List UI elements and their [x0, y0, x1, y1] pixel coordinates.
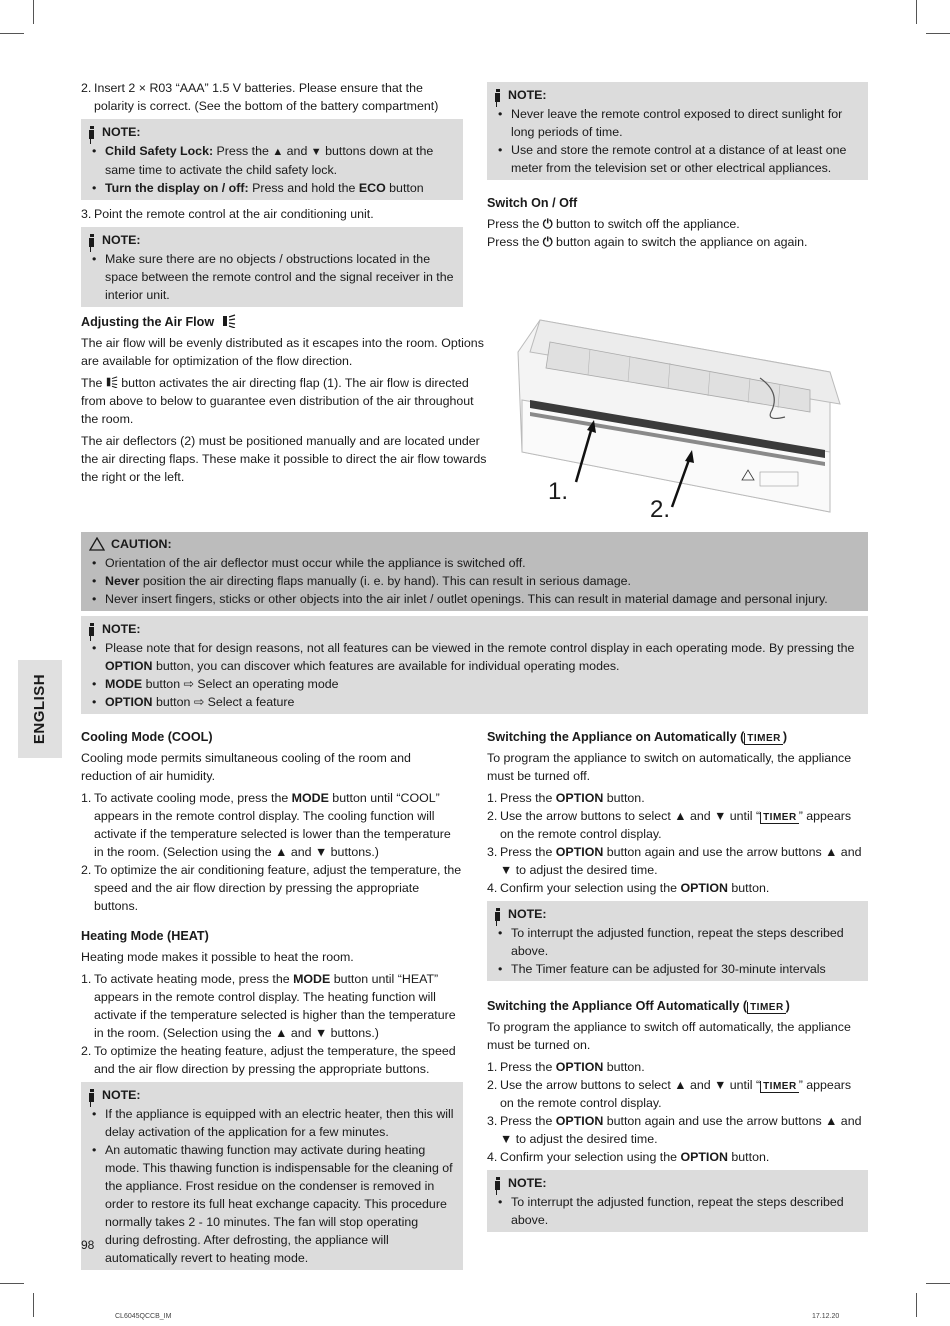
page-number: 98	[81, 1238, 95, 1252]
list-item: • Never position the air directing flaps manually (i. e. by hand). This can result in serious damage.	[87, 572, 860, 590]
list-item: • Never insert fingers, sticks or other objects into the air inlet / outlet openings. This can result in material damage and personal injury.	[87, 590, 860, 608]
list-item: • Please note that for design reasons, not all features can be viewed in the remote control display in each operating mode. By pressing the OPTION button, you can discover which features are available for individual operating modes.	[87, 639, 860, 675]
timer-icon: TIMER	[747, 1002, 786, 1014]
list-item: 1. Press the OPTION button.	[487, 791, 645, 805]
list-item: • OPTION button ⇨ Select a feature	[87, 693, 860, 711]
timer-icon: TIMER	[744, 733, 783, 745]
crop-mark	[926, 33, 950, 34]
list-item: • Turn the display on / off: Press and hold the ECO button	[87, 179, 455, 197]
list-item: • To interrupt the adjusted function, repeat the steps described above.	[493, 1193, 860, 1229]
right-bottom-column	[487, 728, 868, 1232]
list-item: 2. Use the arrow buttons to select ▲ and ▼ until “ TIMER ” appears on the remote control display.	[487, 1078, 852, 1110]
label-2: 2.	[650, 496, 671, 523]
timer-icon: TIMER	[760, 1081, 799, 1093]
note-timer-on	[487, 901, 868, 981]
airflow-section	[81, 313, 487, 486]
crop-mark	[0, 33, 24, 34]
paragraph: The air deflectors (2) must be positioned manually and are located under the air directing flaps. These make it possible to direct the air flow towards the right or the left.	[81, 434, 487, 484]
section-heading: Cooling Mode (COOL)	[81, 730, 213, 744]
list-item: • Make sure there are no objects / obstructions located in the space between the remote control and the signal receiver in the interior unit.	[87, 250, 455, 304]
crop-mark	[916, 0, 917, 24]
caution-box	[81, 532, 868, 611]
note-timer-off	[487, 1170, 868, 1232]
airflow-icon	[106, 376, 118, 388]
section-heading: Switching the Appliance on Automatically ( TIMER )	[487, 730, 788, 744]
heating-steps	[81, 970, 463, 1078]
paragraph: Press the ⏻ button to switch off the appliance.	[487, 217, 740, 231]
note-header: NOTE:	[87, 1086, 455, 1104]
list-item: • Orientation of the air deflector must occur while the appliance is switched off.	[87, 554, 860, 572]
info-icon	[87, 234, 96, 247]
battery-steps	[81, 79, 463, 115]
list-item: • The Timer feature can be adjusted for 30-minute intervals	[493, 960, 860, 978]
power-icon: ⏻	[542, 235, 553, 249]
list-item: 2. Use the arrow buttons to select ▲ and ▼ until “ TIMER ” appears on the remote control display.	[487, 809, 852, 841]
list-item: 2. To optimize the heating feature, adjust the temperature, the speed and the air flow direction by pressing the appropriate buttons.	[81, 1044, 456, 1076]
language-tab	[18, 660, 62, 758]
timer-on-steps	[487, 789, 868, 897]
section-heading: Switching the Appliance Off Automatically ( TIMER )	[487, 999, 790, 1013]
timer-icon: TIMER	[760, 812, 799, 824]
paragraph: The air flow will be evenly distributed as it escapes into the room. Options are available for optimization of the flow direction.	[81, 336, 484, 368]
info-icon	[87, 126, 96, 139]
caution-header: CAUTION:	[87, 535, 860, 553]
list-item: 4. Confirm your selection using the OPTION button.	[487, 881, 770, 895]
info-icon	[493, 908, 502, 921]
left-bottom-column	[81, 728, 463, 1270]
timer-off-steps	[487, 1058, 868, 1166]
note-header: NOTE:	[87, 620, 860, 638]
airflow-icon	[222, 314, 236, 328]
list-item: • Use and store the remote control at a distance of at least one meter from the television set or other electrical appliances.	[493, 141, 860, 177]
list-item: 1. To activate heating mode, press the MODE button until “HEAT” appears in the remote control display. The heating function will activate if the temperature selected is higher than the temperature in the room. (Selection using the ▲ and ▼ buttons.)	[81, 972, 456, 1040]
step-2: 2. Insert 2 × R03 “AAA” 1.5 V batteries. Please ensure that the polarity is correct. (See the bottom of the battery compartment)	[81, 81, 439, 113]
label-1: 1.	[548, 478, 569, 505]
note-obstructions	[81, 227, 463, 307]
note-header: NOTE:	[87, 231, 455, 249]
list-item: • Never leave the remote control exposed to direct sunlight for long periods of time.	[493, 105, 860, 141]
list-item: 2. To optimize the air conditioning feature, adjust the temperature, the speed and the air flow direction by pressing the appropriate buttons.	[81, 863, 462, 913]
note-child-lock	[81, 119, 463, 200]
paragraph: Cooling mode permits simultaneous cooling of the room and reduction of air humidity.	[81, 751, 411, 783]
footer-file-name: CL6045QCCB_IM	[115, 1313, 172, 1320]
crop-mark	[0, 1283, 24, 1284]
warning-icon	[89, 537, 105, 551]
note-header: NOTE:	[87, 123, 455, 141]
crop-mark	[33, 0, 34, 24]
list-item: • Child Safety Lock: Press the ▲ and ▼ buttons down at the same time to activate the child safety lock.	[87, 142, 455, 179]
list-item: 3. Press the OPTION button again and use the arrow buttons ▲ and ▼ to adjust the desired time.	[487, 845, 862, 877]
right-top-column	[487, 82, 868, 251]
crop-mark	[926, 1283, 950, 1284]
info-icon	[87, 623, 96, 636]
switch-section	[487, 194, 868, 251]
list-item: 1. To activate cooling mode, press the MODE button until “COOL” appears in the remote control display. The cooling function will activate if the temperature selected is lower than the temperature in the room. (Selection using the ▲ and ▼ buttons.)	[81, 791, 451, 859]
info-icon	[493, 89, 502, 102]
info-icon	[87, 1089, 96, 1102]
section-heading: Adjusting the Air Flow	[81, 313, 487, 331]
step-3: 3. Point the remote control at the air conditioning unit.	[81, 207, 374, 221]
cooling-steps	[81, 789, 463, 915]
crop-mark	[916, 1293, 917, 1317]
note-heating	[81, 1082, 463, 1270]
list-item: • If the appliance is equipped with an electric heater, then this will delay activation of the application for a few minutes.	[87, 1105, 455, 1141]
list-item: 1. Press the OPTION button.	[487, 1060, 645, 1074]
section-heading: Switch On / Off	[487, 196, 578, 210]
section-heading: Heating Mode (HEAT)	[81, 929, 209, 943]
paragraph: To program the appliance to switch off automatically, the appliance must be turned on.	[487, 1020, 851, 1052]
note-remote-care	[487, 82, 868, 180]
left-top-column	[81, 79, 463, 307]
note-header: NOTE:	[493, 86, 860, 104]
list-item: 4. Confirm your selection using the OPTION button.	[487, 1150, 770, 1164]
note-header: NOTE:	[493, 905, 860, 923]
paragraph: Heating mode makes it possible to heat the room.	[81, 950, 354, 964]
list-item: 3. Press the OPTION button again and use the arrow buttons ▲ and ▼ to adjust the desired time.	[487, 1114, 862, 1146]
list-item: • To interrupt the adjusted function, repeat the steps described above.	[493, 924, 860, 960]
battery-steps-2	[81, 205, 463, 223]
note-header: NOTE:	[493, 1174, 860, 1192]
language-tab-label: ENGLISH	[31, 673, 48, 745]
footer-date: 17.12.20	[812, 1313, 840, 1320]
list-item: • MODE button ⇨ Select an operating mode	[87, 675, 860, 693]
crop-mark	[33, 1293, 34, 1317]
paragraph: The button activates the air directing flap (1). The air flow is directed from above to below to guarantee even distribution of the air throughout the room.	[81, 376, 474, 426]
paragraph: Press the ⏻ button again to switch the appliance on again.	[487, 235, 808, 249]
list-item: • An automatic thawing function may activate during heating mode. This thawing function is indispensable for the cleaning of the appliance. Frost residue on the condenser is removed in order to restore its full heat exchange capacity. This procedure normally takes 2 - 10 minutes. The fan will stop operating during defrosting. After defrosting, the appliance will automatically revert to heating mode.	[87, 1141, 455, 1267]
power-icon: ⏻	[542, 217, 553, 231]
note-features	[81, 616, 868, 714]
paragraph: To program the appliance to switch on automatically, the appliance must be turned off.	[487, 751, 852, 783]
info-icon	[493, 1177, 502, 1190]
